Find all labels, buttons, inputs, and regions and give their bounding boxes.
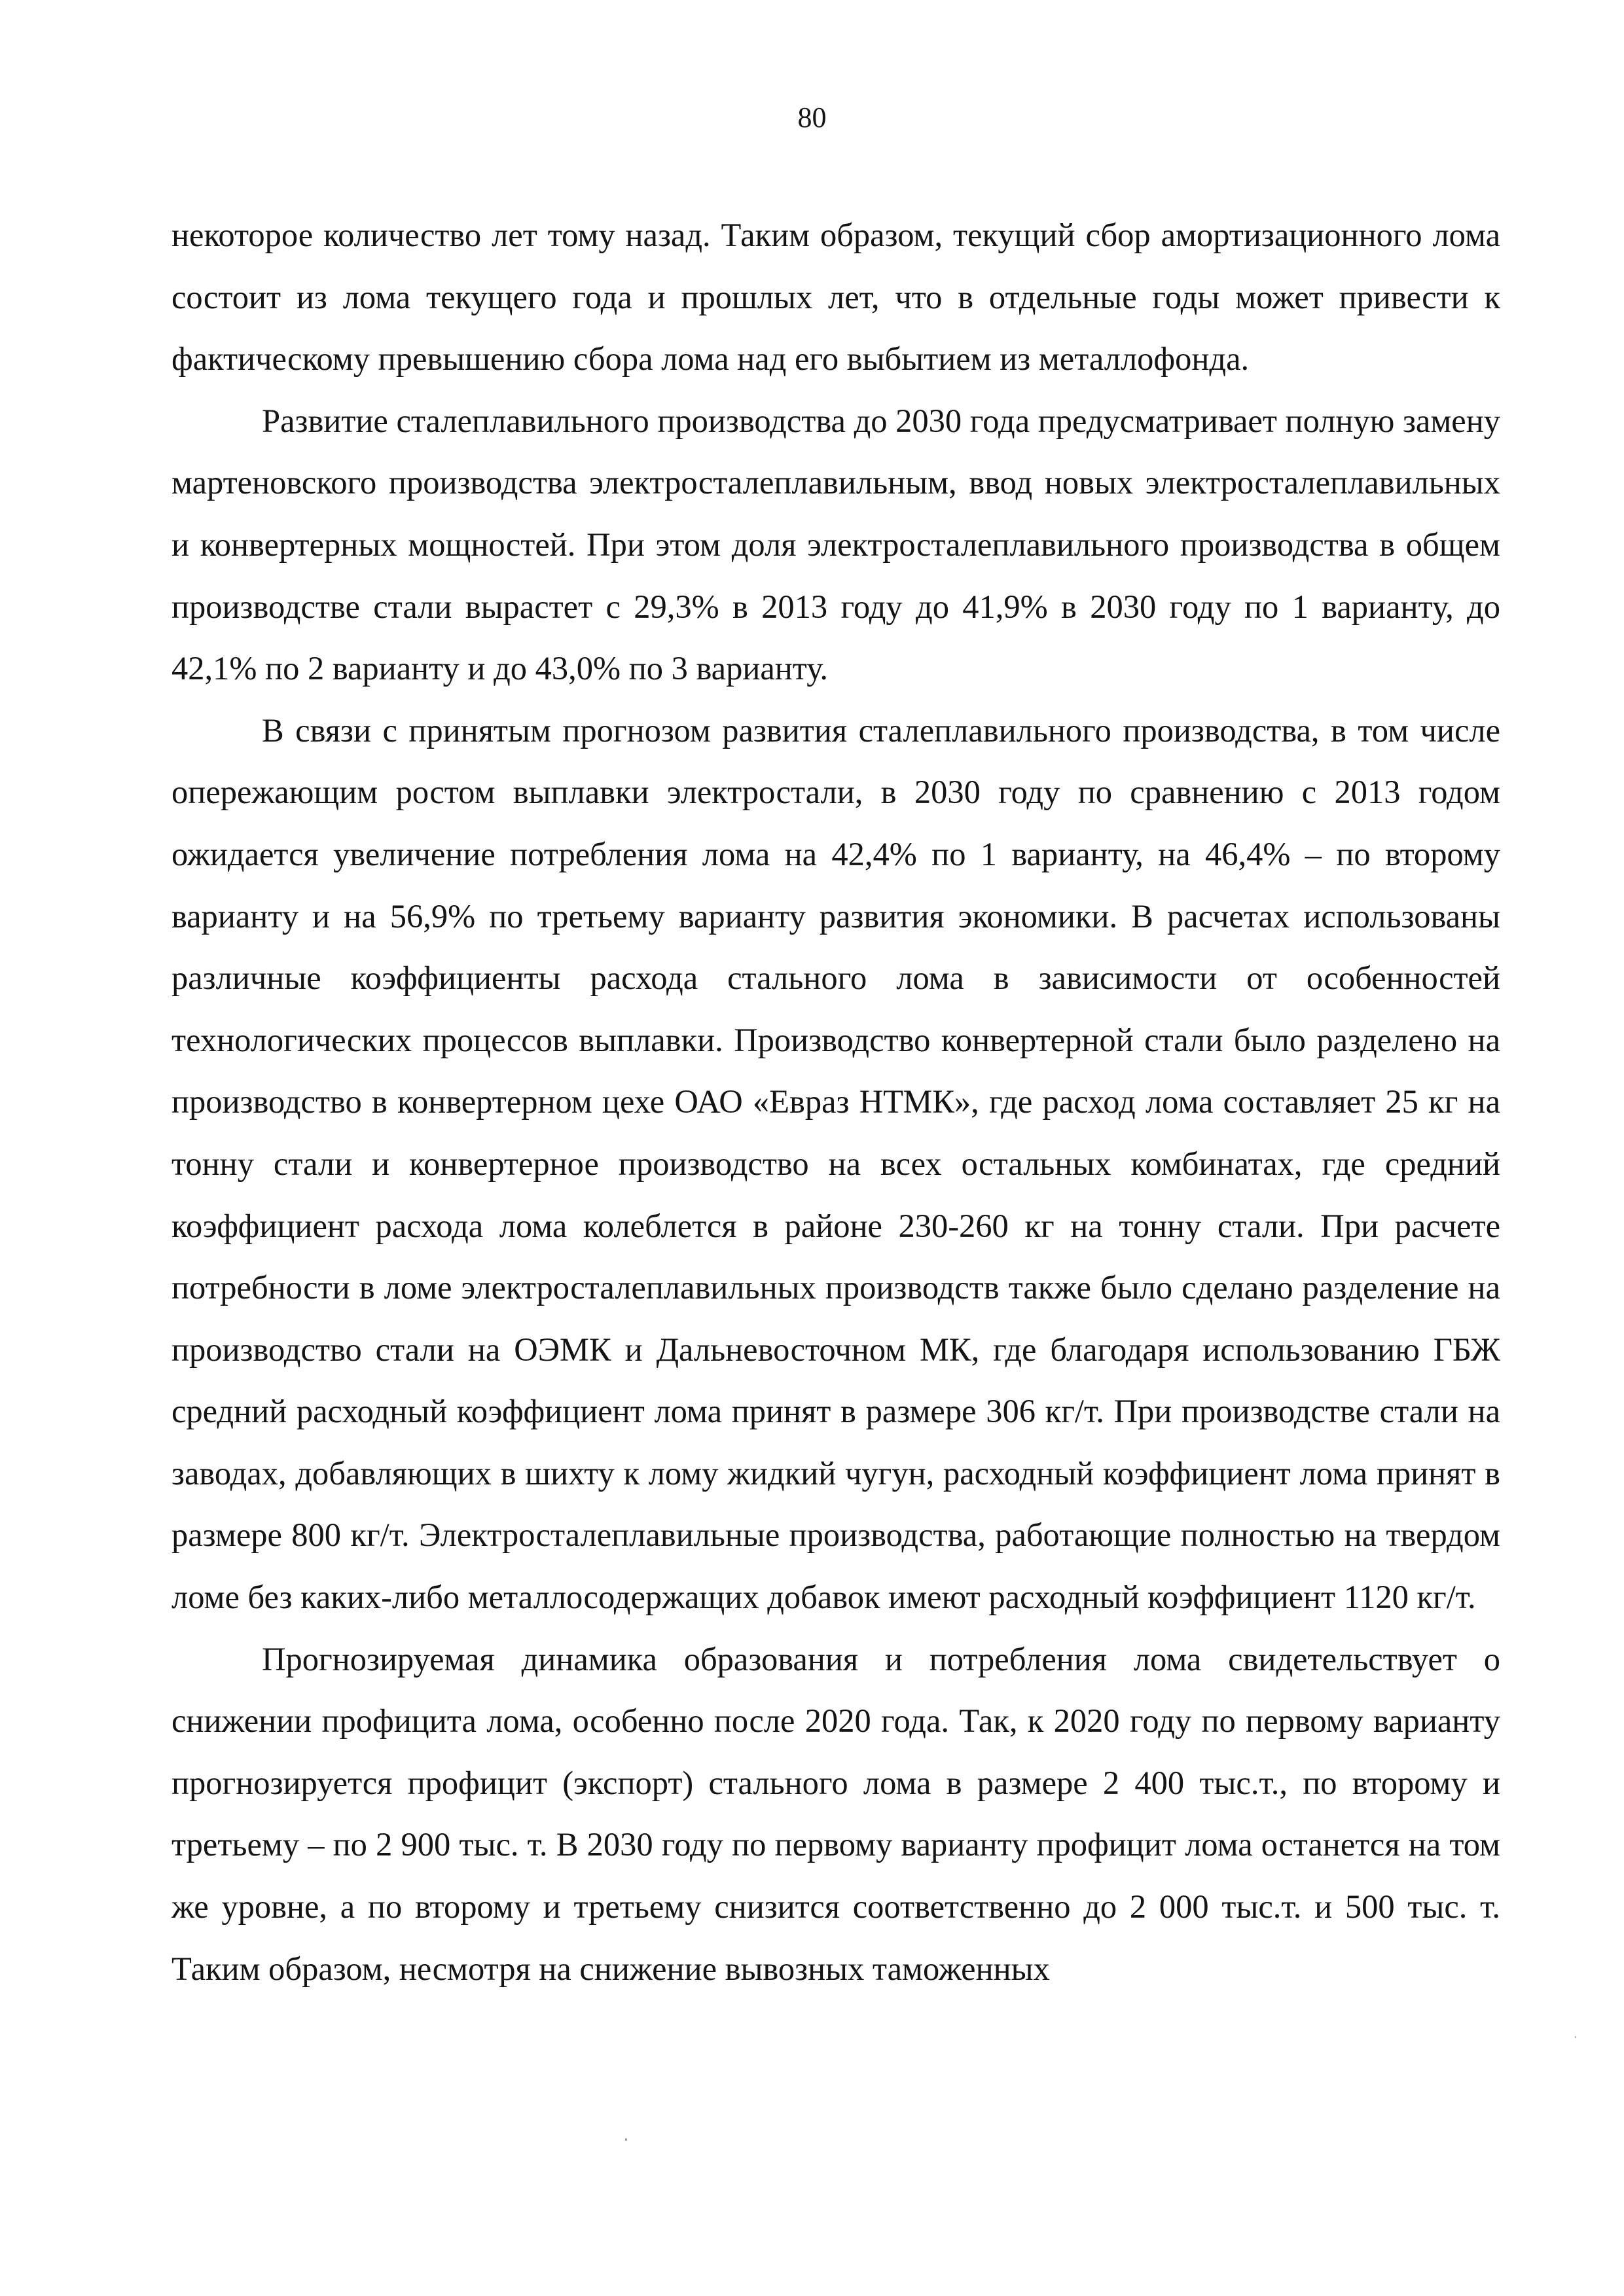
paragraph-3: В связи с принятым прогнозом развития сталеплавильного производства, в том числе опережающим ростом выплавки электростали, в 2030 году по сравнению с 2013 годом ожидается увеличение потребления лома на 42,4% по 1 варианту, на 46,4% – по второму варианту и на 56,9% по третьему варианту развития экономики. В расчетах использованы различные коэффициенты расхода стального лома в зависимости от особенностей технологических процессов выплавки. Производство конвертерной стали было разделено на производство в конвертерном цехе ОАО «Евраз НТМК», где расход лома составляет 25 кг на тонну стали и конвертерное производство на всех остальных комбинатах, где средний коэффициент расхода лома колеблется в районе 230-260 кг на тонну стали. При расчете потребности в ломе электросталеплавильных производств также было сделано разделение на производство стали на ОЭМК и Дальневосточном МК, где благодаря использованию ГБЖ средний расходный коэффициент лома принят в размере 306 кг/т. При производстве стали на заводах, добавляющих в шихту к лому жидкий чугун, расходный коэффициент лома принят в размере 800 кг/т. Электросталеплавильные производства, работающие полностью на твердом ломе без каких-либо металлосодержащих добавок имеют расходный коэффициент 1120 кг/т. [171, 711, 1500, 1616]
scan-speck [1575, 2036, 1576, 2038]
body-text [171, 204, 1500, 2000]
page-number: 80 [797, 101, 827, 134]
scan-speck [625, 2138, 627, 2141]
paragraph-1: некоторое количество лет тому назад. Таким образом, текущий сбор амортизационного лома состоит из лома текущего года и прошлых лет, что в отдельные годы может привести к фактическому превышению сбора лома над его выбытием из металлофонда. [171, 217, 1500, 378]
paragraph-2: Развитие сталеплавильного производства до 2030 года предусматривает полную замену мартеновского производства электросталеплавильным, ввод новых электросталеплавильных и конвертерных мощностей. При этом доля электросталеплавильного производства в общем производстве стали вырастет с 29,3% в 2013 году до 41,9% в 2030 году по 1 варианту, до 42,1% по 2 варианту и до 43,0% по 3 варианту. [171, 402, 1500, 687]
paragraph-4: Прогнозируемая динамика образования и потребления лома свидетельствует о снижении профицита лома, особенно после 2020 года. Так, к 2020 году по первому варианту прогнозируется профицит (экспорт) стального лома в размере 2 400 тыс.т., по второму и третьему – по 2 900 тыс. т. В 2030 году по первому варианту профицит лома останется на том же уровне, а по второму и третьему снизится соответственно до 2 000 тыс.т. и 500 тыс. т. Таким образом, несмотря на снижение вывозных таможенных [171, 1640, 1500, 1987]
